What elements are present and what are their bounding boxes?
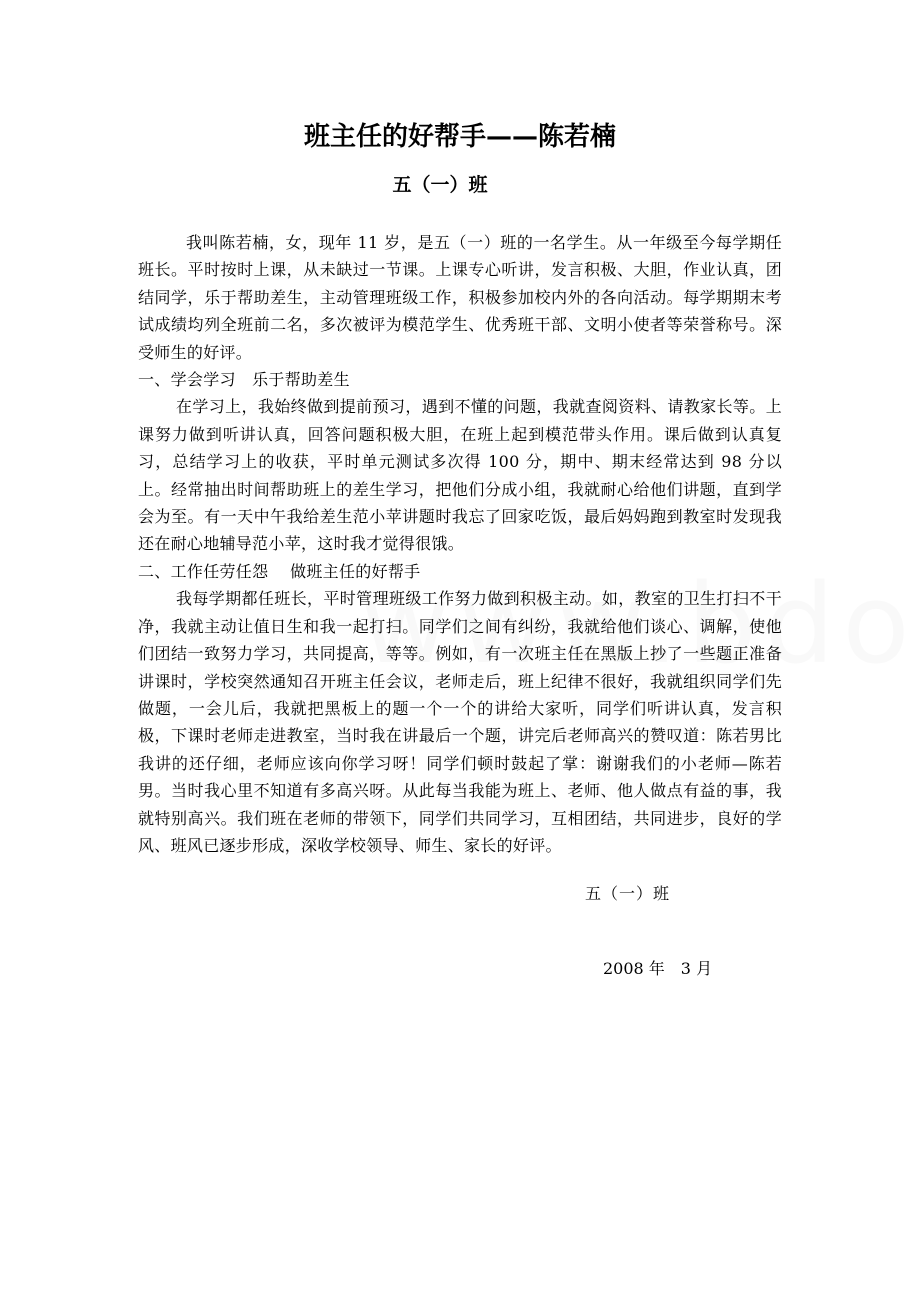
intro-paragraph: 我叫陈若楠，女，现年 11 岁，是五（一）班的一名学生。从一年级至今每学期任班长。平时按时上课，从未缺过一节课。上课专心听讲，发言积极、大胆，作业认真，团结同学，乐于帮助差生，主动管理班级工作，积极参加校内外的各向活动。每学期期末考试成绩均列全班前二名，多次被评为模范学生、优秀班干部、文明小使者等荣誉称号。深受师生的好评。 <box>138 233 782 362</box>
date: 2008 年 3 月 <box>603 959 713 978</box>
page-title: 班主任的好帮手——陈若楠 <box>303 122 616 152</box>
class-subtitle: 五（一）班 <box>392 174 488 196</box>
section-paragraph-1: 在学习上，我始终做到提前预习，遇到不懂的问题，我就查阅资料、请教家长等。上课努力做到听讲认真，回答问题积极大胆，在班上起到模范带头作用。课后做到认真复习，总结学习上的收获，平时单元测试多次得 100 分，期中、期末经常达到 98 分以上。经常抽出时间帮助班上的差生学习，把他们分成小组，我就耐心给他们讲题，直到学会为至。有一天中午我给差生范小苹讲题时我忘了回家吃饭，最后妈妈跑到教室时发现我还在耐心地辅导范小苹，这时我才觉得很饿。 <box>138 397 782 554</box>
signature: 五（一）班 <box>585 884 671 903</box>
document-body <box>138 229 782 859</box>
section-heading-2: 二、工作任劳任怨 做班主任的好帮手 <box>138 561 421 581</box>
section-paragraph-2: 我每学期都任班长，平时管理班级工作努力做到积极主动。如，教室的卫生打扫不干净，我就主动让值日生和我一起打扫。同学们之间有纠纷，我就给他们谈心、调解，使他们团结一致努力学习，共同提高，等等。例如，有一次班主任在黑版上抄了一些题正准备讲课时，学校突然通知召开班主任会议，老师走后，班上纪律不很好，我就组织同学们先做题，一会儿后，我就把黑板上的题一个一个的讲给大家听，同学们听讲认真，发言积极，下课时老师走进教室，当时我在讲最后一个题，讲完后老师高兴的赞叹道：陈若男比我讲的还仔细，老师应该向你学习呀！同学们顿时鼓起了掌：谢谢我们的小老师—陈若男。当时我心里不知道有多高兴呀。从此每当我能为班上、老师、他人做点有益的事，我就特别高兴。我们班在老师的带领下，同学们共同学习，互相团结，共同进步，良好的学风、班风已逐步形成，深收学校领导、师生、家长的好评。 <box>138 589 782 855</box>
section-heading-1: 一、学会学习 乐于帮助差生 <box>138 370 350 390</box>
